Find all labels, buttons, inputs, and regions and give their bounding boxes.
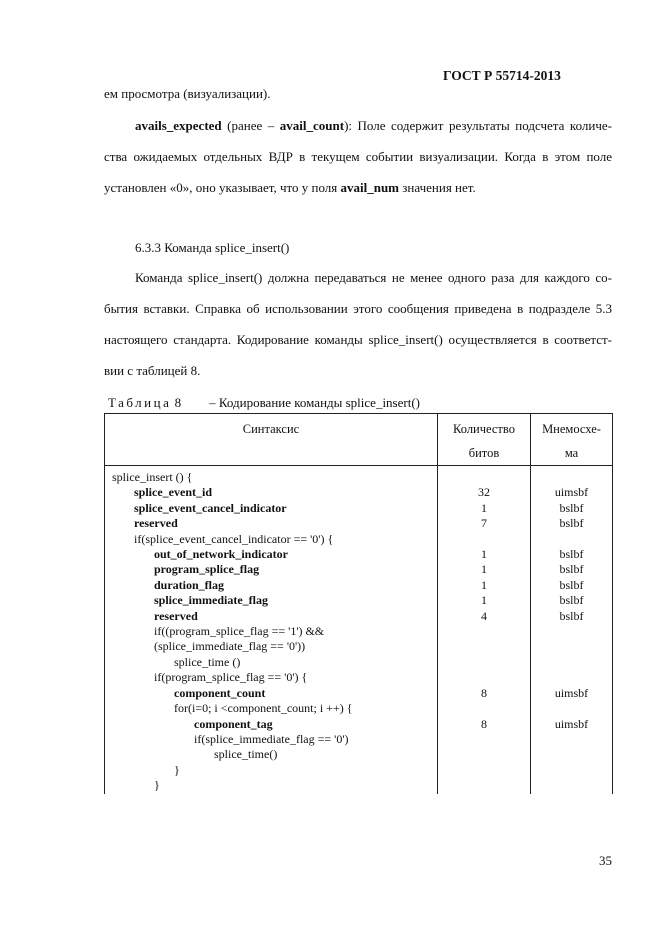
avails-line3-start: установлен «0», оно указывает, что у поля <box>104 180 341 195</box>
avails-expected-paragraph-line1 <box>135 118 612 134</box>
mnemonic-cell: bslbf <box>531 547 613 562</box>
bits-cell: 4 <box>438 609 531 624</box>
bits-cell: 8 <box>438 717 531 732</box>
syntax-cell: } <box>105 763 438 778</box>
table-row <box>105 485 613 500</box>
mnemonic-cell: bslbf <box>531 501 613 516</box>
mnemonic-cell <box>531 701 613 716</box>
syntax-cell: if(splice_event_cancel_indicator == '0') { <box>105 532 438 547</box>
header-mnemonic: Мнемосхе- ма <box>531 414 613 466</box>
bits-cell <box>438 732 531 747</box>
bits-cell <box>438 624 531 639</box>
mnemonic-cell <box>531 763 613 778</box>
mnemonic-cell: uimsbf <box>531 686 613 701</box>
mnemonic-cell <box>531 778 613 793</box>
syntax-cell: splice_event_id <box>105 485 438 500</box>
header-bits: Количество битов <box>438 414 531 466</box>
table-caption <box>108 395 420 411</box>
table-row <box>105 655 613 670</box>
bits-cell <box>438 655 531 670</box>
avail-num-term: avail_num <box>340 180 400 195</box>
bits-cell <box>438 701 531 716</box>
mnemonic-cell <box>531 532 613 547</box>
avails-expected-paragraph-line3 <box>104 180 476 196</box>
mnemonic-cell: uimsbf <box>531 485 613 500</box>
table-row <box>105 466 613 486</box>
syntax-cell: splice_time () <box>105 655 438 670</box>
splice-insert-table <box>104 413 613 794</box>
syntax-cell: if(program_splice_flag == '0') { <box>105 670 438 685</box>
syntax-cell: if((program_splice_flag == '1') && <box>105 624 438 639</box>
bits-cell: 8 <box>438 686 531 701</box>
syntax-cell: component_tag <box>105 717 438 732</box>
table-row <box>105 732 613 747</box>
table-caption-text: – Кодирование команды splice_insert() <box>209 395 420 410</box>
syntax-cell: splice_time() <box>105 747 438 762</box>
mnemonic-cell <box>531 466 613 486</box>
table-row <box>105 778 613 793</box>
mnemonic-cell: bslbf <box>531 562 613 577</box>
syntax-cell: if(splice_immediate_flag == '0') <box>105 732 438 747</box>
bits-cell <box>438 670 531 685</box>
table-row <box>105 532 613 547</box>
table-row <box>105 609 613 624</box>
mnemonic-cell <box>531 655 613 670</box>
bits-cell: 1 <box>438 547 531 562</box>
table-row <box>105 516 613 531</box>
header-syntax: Синтаксис <box>105 414 438 466</box>
mnemonic-cell: bslbf <box>531 516 613 531</box>
syntax-cell: duration_flag <box>105 578 438 593</box>
mnemonic-cell <box>531 624 613 639</box>
mnemonic-cell <box>531 670 613 685</box>
document-standard-number: ГОСТ Р 55714-2013 <box>443 68 561 83</box>
bits-cell <box>438 532 531 547</box>
paragraph-continuation: ем просмотра (визуализации). <box>104 86 271 101</box>
syntax-cell: reserved <box>105 609 438 624</box>
mnemonic-cell: bslbf <box>531 593 613 608</box>
mnemonic-cell <box>531 747 613 762</box>
body-paragraph-line2: бытия вставки. Справка об использовании этого сообщения приведена в подразделе 5.3 <box>104 301 612 316</box>
bits-cell: 7 <box>438 516 531 531</box>
table-row <box>105 717 613 732</box>
avails-expected-mid: (ранее – <box>221 118 280 133</box>
table-caption-word: Таблица <box>108 395 172 410</box>
syntax-cell: program_splice_flag <box>105 562 438 577</box>
avail-count-term: avail_count <box>279 118 345 133</box>
bits-cell: 1 <box>438 501 531 516</box>
avails-expected-term: avails_expected <box>135 118 222 133</box>
bits-cell <box>438 778 531 793</box>
table-row <box>105 562 613 577</box>
table-row <box>105 593 613 608</box>
table-caption-number: 8 <box>174 395 182 410</box>
mnemonic-cell <box>531 732 613 747</box>
table-row <box>105 578 613 593</box>
mnemonic-cell: bslbf <box>531 578 613 593</box>
table-row <box>105 763 613 778</box>
bits-cell: 1 <box>438 562 531 577</box>
table-row <box>105 624 613 639</box>
section-title: 6.3.3 Команда splice_insert() <box>135 240 290 255</box>
table-row <box>105 747 613 762</box>
table-row <box>105 547 613 562</box>
body-paragraph-line4: вии с таблицей 8. <box>104 363 201 378</box>
syntax-cell: reserved <box>105 516 438 531</box>
syntax-cell: splice_immediate_flag <box>105 593 438 608</box>
bits-cell: 1 <box>438 578 531 593</box>
syntax-cell: } <box>105 778 438 793</box>
syntax-cell: component_count <box>105 686 438 701</box>
table-header-row <box>105 414 613 466</box>
mnemonic-cell: uimsbf <box>531 717 613 732</box>
bits-cell <box>438 639 531 654</box>
syntax-cell: for(i=0; i <component_count; i ++) { <box>105 701 438 716</box>
table-row <box>105 701 613 716</box>
avails-line3-end: значения нет. <box>399 180 476 195</box>
table-row <box>105 501 613 516</box>
table-row <box>105 686 613 701</box>
avails-expected-paragraph-line2: ства ожидаемых отдельных ВДР в текущем событии визуализации. Когда в этом поле <box>104 149 612 164</box>
bits-cell <box>438 466 531 486</box>
bits-cell: 1 <box>438 593 531 608</box>
bits-cell <box>438 763 531 778</box>
syntax-cell: splice_insert () { <box>105 466 438 486</box>
body-paragraph-line3: настоящего стандарта. Кодирование команды splice_insert() осуществляется в соответст- <box>104 332 612 347</box>
syntax-cell: out_of_network_indicator <box>105 547 438 562</box>
table-row <box>105 670 613 685</box>
bits-cell <box>438 747 531 762</box>
table-row <box>105 639 613 654</box>
mnemonic-cell: bslbf <box>531 609 613 624</box>
avails-expected-rest: ): Поле содержит результаты подсчета количе- <box>344 118 612 133</box>
mnemonic-cell <box>531 639 613 654</box>
page-number: 35 <box>599 853 612 868</box>
syntax-cell: splice_event_cancel_indicator <box>105 501 438 516</box>
syntax-cell: (splice_immediate_flag == '0')) <box>105 639 438 654</box>
bits-cell: 32 <box>438 485 531 500</box>
body-paragraph-line1: Команда splice_insert() должна передаваться не менее одного раза для каждого со- <box>135 270 612 285</box>
